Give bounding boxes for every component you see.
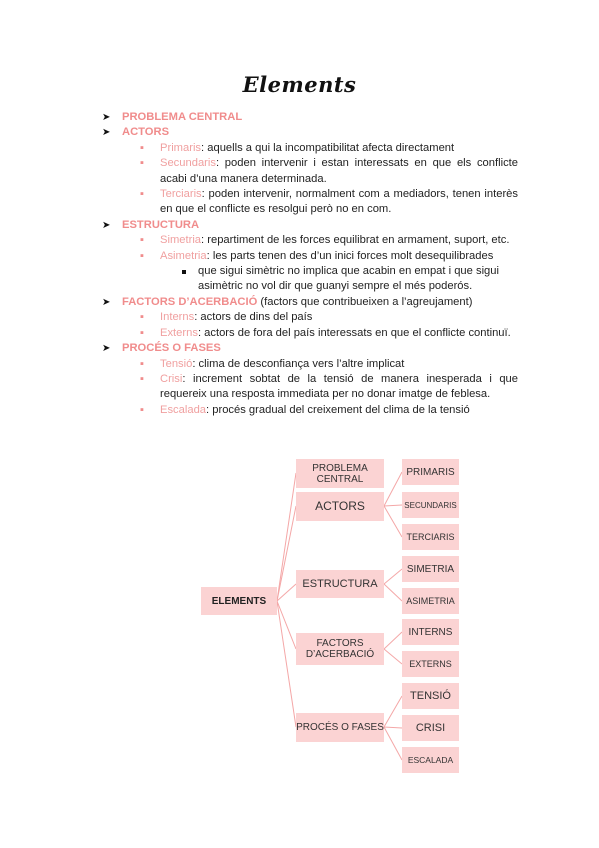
connector-line — [384, 584, 402, 601]
connector-line — [384, 696, 402, 727]
connector-line — [384, 569, 402, 584]
sub-item-text: que sigui simètric no implica que acabin en empat i que sigui asimètric no vol dir que guanyi sempre el més poderós. — [198, 265, 499, 293]
node-actors: ACTORS — [296, 492, 384, 521]
section-problema-central — [102, 110, 518, 125]
section-actors — [102, 125, 518, 140]
connector-line — [277, 506, 296, 601]
node-tensio: TENSIÓ — [402, 683, 459, 709]
section-heading: PROBLEMA CENTRAL — [122, 111, 243, 123]
item-term: Secundaris — [160, 157, 216, 170]
arrow-bullet-icon: ➤ — [102, 127, 111, 139]
item-text: : actors de fora del país interessats en que el conflicte continuï. — [197, 326, 511, 339]
item-term: Escalada — [160, 403, 207, 416]
item-text: : poden intervenir, normalment com a mediadors, tenen interès en que el conflicte es resolgui però no en com. — [160, 188, 518, 216]
connector-line — [384, 727, 402, 760]
list-item — [102, 156, 518, 187]
bullet-icon: ▪ — [140, 357, 144, 370]
arrow-bullet-icon: ➤ — [102, 112, 111, 123]
item-text: : increment sobtat de la tensió de manera inesperada i que requereix una resposta immediata per no donar imatge de feblesa. — [160, 372, 518, 401]
item-text: : actors de dins del país — [194, 311, 313, 324]
connector-line — [277, 473, 296, 601]
connector-line — [384, 506, 402, 537]
list-item — [102, 141, 518, 156]
bullet-icon: ▪ — [140, 311, 144, 324]
item-text: : procés gradual del creixement del clima de la tensió — [206, 403, 470, 416]
node-secundaris: SECUNDARIS — [402, 492, 459, 518]
list-item — [102, 357, 518, 372]
node-root: ELEMENTS — [201, 587, 277, 615]
node-interns: INTERNS — [402, 619, 459, 645]
section-heading-note: (factors que contribueixen a l’agreujament) — [257, 295, 473, 308]
section-factors — [102, 295, 518, 310]
item-term: Terciaris — [160, 188, 202, 201]
bullet-icon: ▪ — [140, 372, 144, 385]
list-item — [102, 372, 518, 403]
bullet-icon: ▪ — [140, 249, 144, 262]
item-text: : poden intervenir i estan interessats en que els conflicte acabi d’una manera determinada. — [160, 157, 518, 185]
square-bullet-icon — [182, 270, 186, 274]
item-text: : aquells a qui la incompatibilitat afecta directament — [201, 141, 455, 154]
section-heading: ACTORS — [122, 126, 170, 139]
connector-line — [277, 601, 296, 649]
connector-line — [384, 649, 402, 664]
list-item — [102, 310, 518, 325]
bullet-icon: ▪ — [140, 403, 144, 416]
bullet-icon: ▪ — [140, 326, 144, 339]
outline — [102, 110, 518, 418]
section-proces — [102, 341, 518, 356]
node-escalada: ESCALADA — [402, 747, 459, 773]
item-term: Primaris — [160, 141, 202, 154]
section-heading: ESTRUCTURA — [122, 218, 200, 231]
item-term: Simetria — [160, 234, 202, 247]
node-asimetria: ASIMETRIA — [402, 588, 459, 614]
list-item — [102, 233, 518, 248]
item-term: Interns — [160, 311, 195, 324]
list-item — [102, 249, 518, 264]
list-item — [102, 403, 518, 418]
connector-line — [277, 584, 296, 601]
item-term: Tensió — [160, 357, 193, 370]
item-term: Externs — [160, 326, 198, 339]
node-crisi: CRISI — [402, 715, 459, 741]
connector-line — [384, 505, 402, 506]
connector-line — [384, 727, 402, 728]
node-simetria: SIMETRIA — [402, 556, 459, 582]
item-term: Crisi — [160, 372, 183, 385]
bullet-icon: ▪ — [140, 188, 144, 201]
list-item — [102, 187, 518, 218]
item-term: Asimetria — [160, 249, 207, 262]
node-externs: EXTERNS — [402, 651, 459, 677]
item-text: : les parts tenen des d’un inici forces molt desequilibrades — [206, 249, 494, 262]
connector-line — [277, 601, 296, 727]
list-item — [102, 326, 518, 341]
arrow-bullet-icon: ➤ — [102, 219, 111, 231]
connector-line — [384, 472, 402, 506]
sub-list-item — [102, 264, 518, 295]
arrow-bullet-icon: ➤ — [102, 296, 111, 308]
section-heading: FACTORS D’ACERBACIÓ — [122, 295, 258, 308]
item-text: : clima de desconfiança vers l’altre implicat — [192, 357, 405, 370]
bullet-icon: ▪ — [140, 234, 144, 247]
arrow-bullet-icon: ➤ — [102, 343, 111, 355]
page-title: Elements — [242, 72, 357, 97]
section-estructura — [102, 218, 518, 233]
section-heading: PROCÉS O FASES — [122, 342, 221, 355]
node-primaris: PRIMARIS — [402, 459, 459, 485]
bullet-icon: ▪ — [140, 141, 144, 154]
node-problema-central: PROBLEMA CENTRAL — [296, 459, 384, 488]
node-factors: FACTORS D’ACERBACIÓ — [296, 633, 384, 665]
connector-line — [384, 632, 402, 649]
node-estructura: ESTRUCTURA — [296, 570, 384, 598]
node-proces: PROCÉS O FASES — [296, 713, 384, 742]
bullet-icon: ▪ — [140, 157, 144, 170]
node-terciaris: TERCIARIS — [402, 524, 459, 550]
item-text: : repartiment de les forces equilibrat en armament, suport, etc. — [201, 234, 510, 247]
